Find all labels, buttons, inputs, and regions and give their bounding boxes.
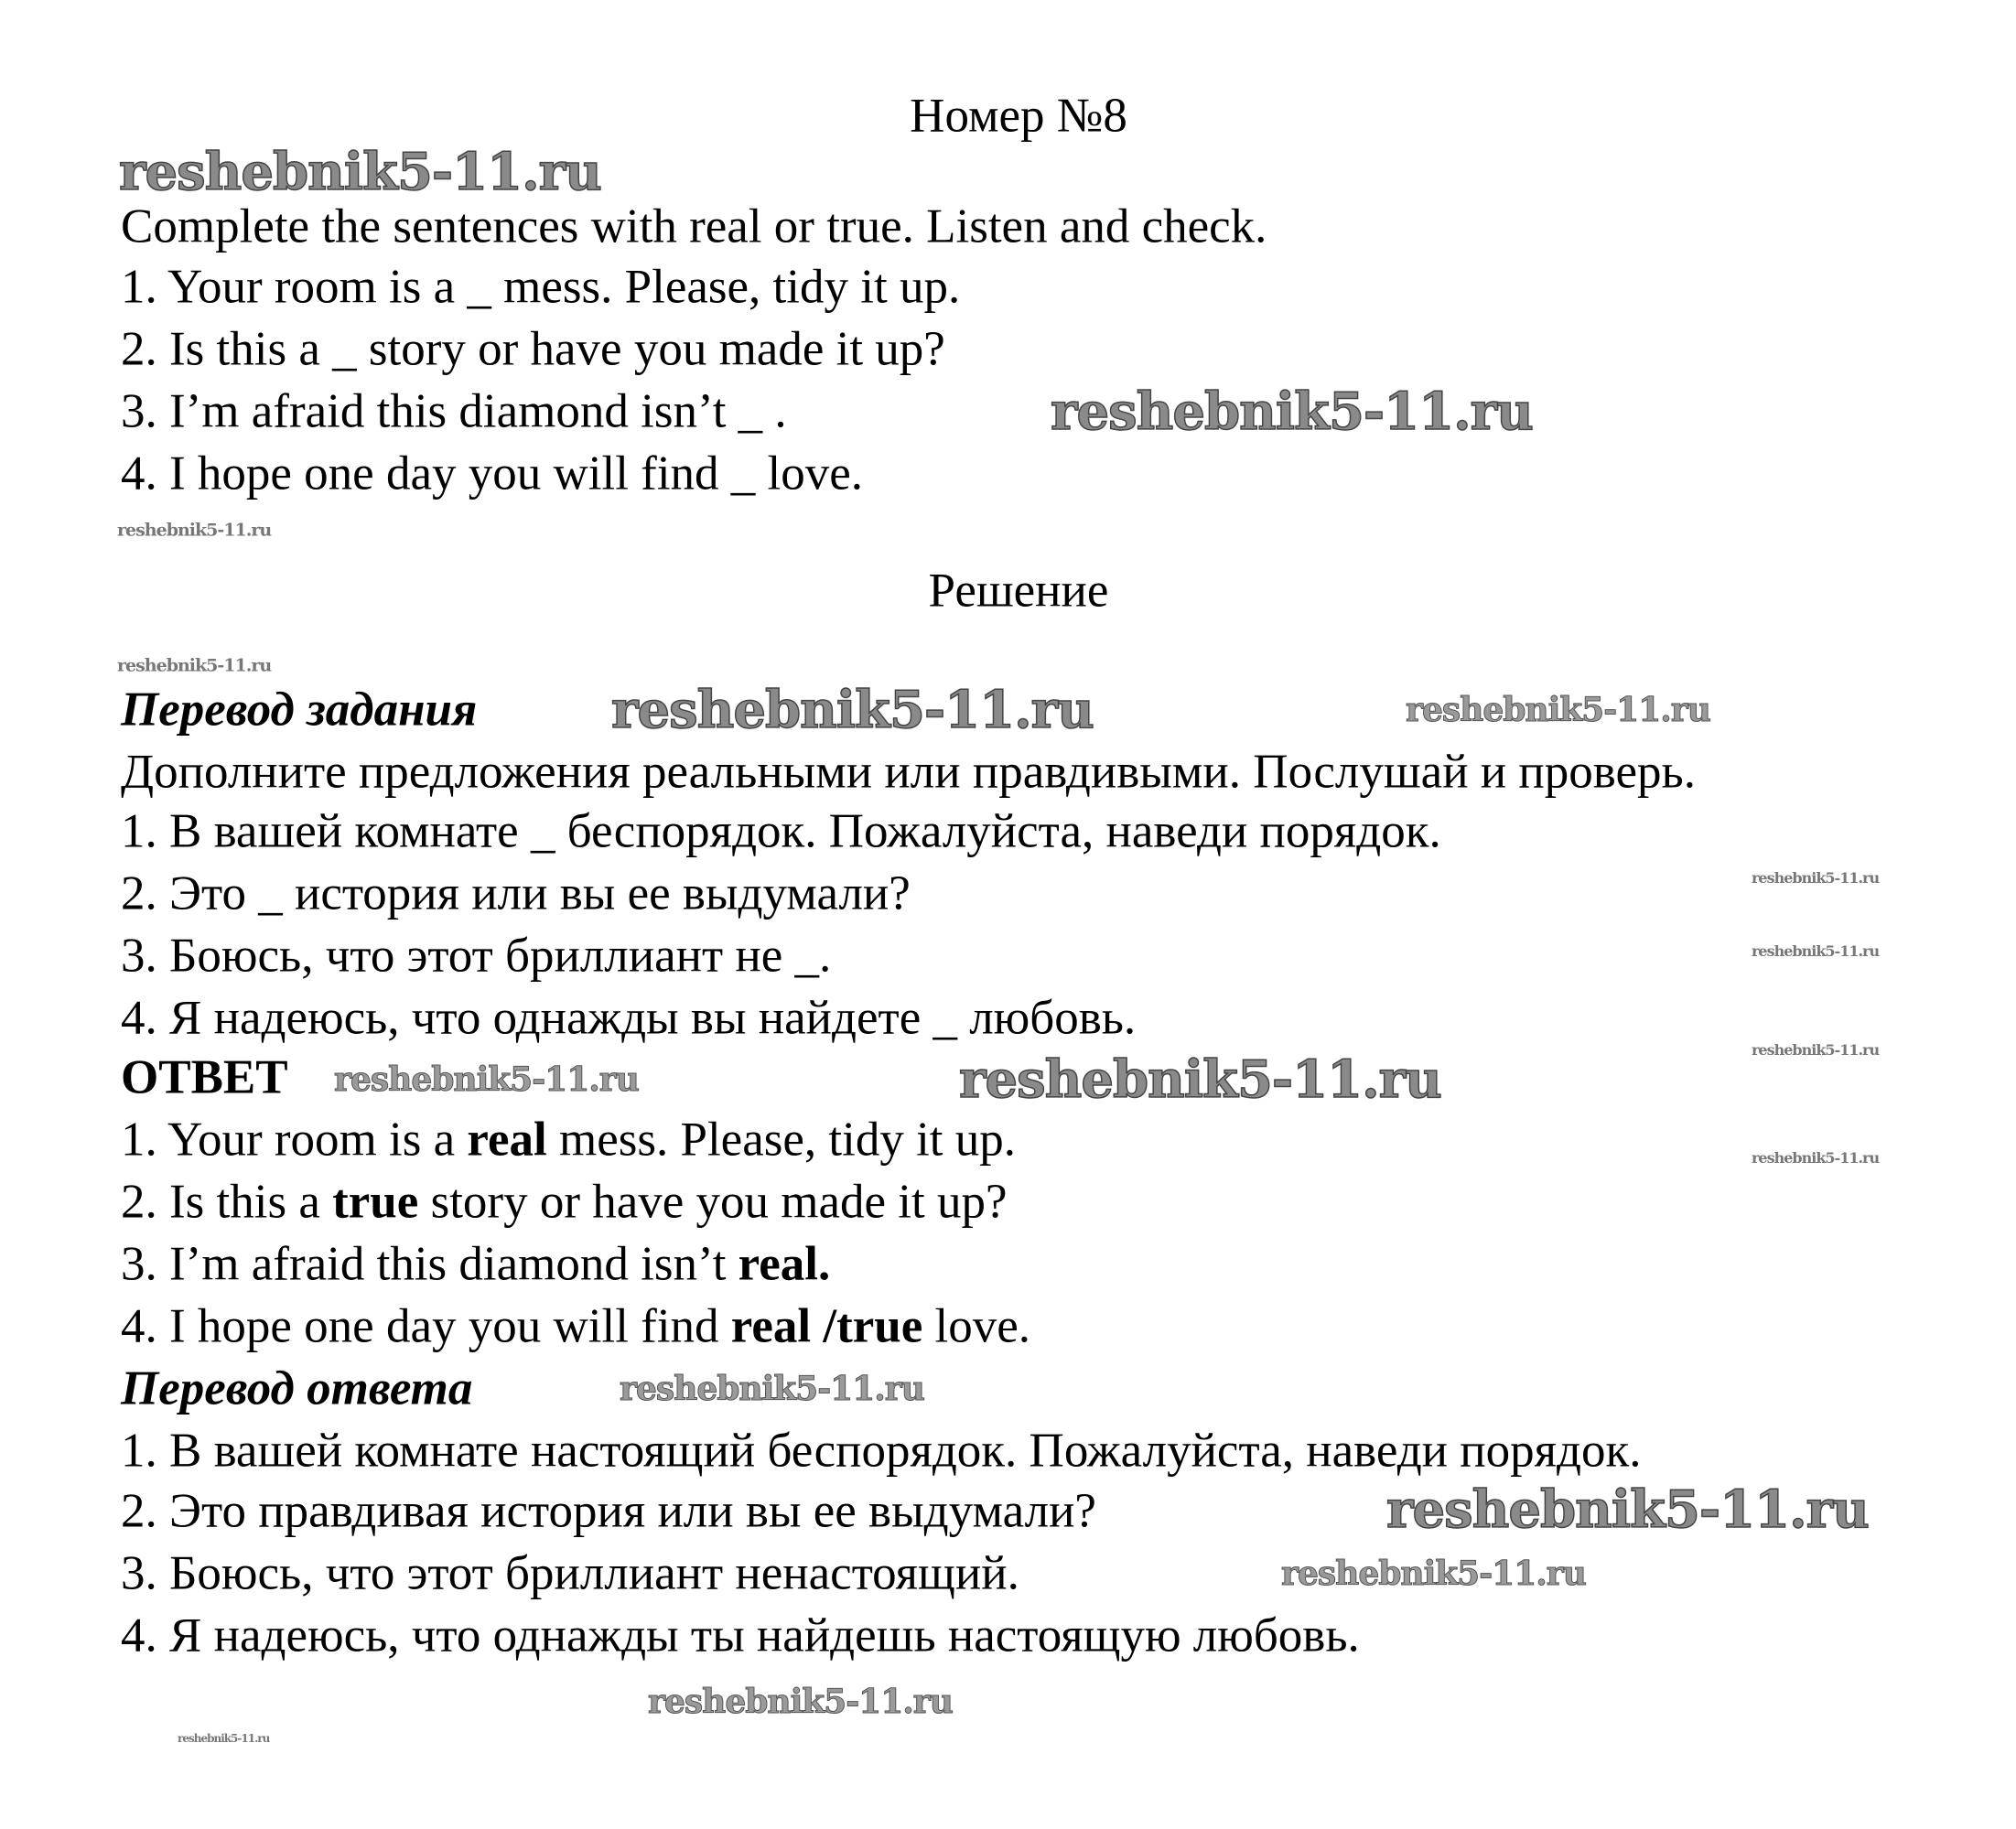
answer-translation-item: 2. Это правдивая история или вы ее выдумали?	[121, 1484, 1096, 1538]
page-title: Номер №8	[910, 89, 1127, 143]
task-translation-item: 1. В вашей комнате _ беспорядок. Пожалуйста, наведи порядок.	[121, 804, 1441, 858]
watermark: reshebnik5-11.ru	[620, 1370, 924, 1408]
watermark: reshebnik5-11.ru	[611, 680, 1094, 740]
task-translation-item: 4. Я надеюсь, что однажды вы найдете _ любовь.	[121, 991, 1137, 1045]
watermark: reshebnik5-11.ru	[1752, 942, 1880, 960]
answer-text: mess. Please, tidy it up.	[546, 1113, 1017, 1167]
watermark: reshebnik5-11.ru	[648, 1683, 953, 1721]
answer-item	[121, 1299, 1031, 1353]
watermark: reshebnik5-11.ru	[1386, 1479, 1869, 1540]
watermark: reshebnik5-11.ru	[1406, 691, 1710, 729]
watermark: reshebnik5-11.ru	[1051, 382, 1533, 442]
task-instruction: Complete the sentences with real or true. Listen and check.	[121, 199, 1267, 253]
watermark: reshebnik5-11.ru	[117, 520, 272, 541]
answer-heading: ОТВЕТ	[121, 1050, 288, 1104]
watermark: reshebnik5-11.ru	[959, 1049, 1441, 1110]
answer-text: 1. Your room is a	[121, 1113, 468, 1167]
answer-text: 3. I’m afraid this diamond isn’t	[121, 1237, 738, 1291]
answer-word: real.	[738, 1237, 831, 1291]
watermark: reshebnik5-11.ru	[1281, 1555, 1586, 1593]
answer-word: real	[467, 1113, 547, 1167]
answer-item	[121, 1237, 831, 1291]
answer-text: 2. Is this a	[121, 1175, 333, 1229]
watermark: reshebnik5-11.ru	[1752, 869, 1880, 887]
answer-translation-item: 3. Боюсь, что этот бриллиант ненастоящий.	[121, 1546, 1019, 1600]
answer-item	[121, 1175, 1008, 1229]
answer-word: true	[332, 1175, 419, 1229]
task-translation-item: 3. Боюсь, что этот бриллиант не _.	[121, 929, 832, 983]
answer-text: 4. I hope one day you will find	[121, 1299, 731, 1353]
task-item: 4. I hope one day you will find _ love.	[121, 446, 864, 500]
task-item: 2. Is this a _ story or have you made it up?	[121, 322, 945, 376]
task-translation-heading: Перевод задания	[121, 683, 478, 737]
watermark: reshebnik5-11.ru	[119, 142, 601, 202]
answer-text: story or have you made it up?	[418, 1175, 1008, 1229]
watermark: reshebnik5-11.ru	[178, 1732, 270, 1745]
answer-translation-heading: Перевод ответа	[121, 1361, 473, 1415]
answer-translation-item: 1. В вашей комнате настоящий беспорядок. Пожалуйста, наведи порядок.	[121, 1424, 1642, 1478]
watermark: reshebnik5-11.ru	[334, 1060, 639, 1099]
answer-text: love.	[922, 1299, 1031, 1353]
watermark: reshebnik5-11.ru	[1752, 1041, 1880, 1059]
task-item: 3. I’m afraid this diamond isn’t _ .	[121, 384, 787, 438]
watermark: reshebnik5-11.ru	[117, 655, 272, 676]
task-item: 1. Your room is a _ mess. Please, tidy it up.	[121, 260, 961, 314]
task-translation-item: 2. Это _ история или вы ее выдумали?	[121, 866, 911, 920]
answer-word: real /true	[730, 1299, 923, 1353]
solution-heading: Решение	[928, 564, 1109, 618]
watermark: reshebnik5-11.ru	[1752, 1149, 1880, 1167]
answer-item	[121, 1113, 1017, 1167]
task-translation-instruction: Дополните предложения реальными или правдивыми. Послушай и проверь.	[121, 745, 1696, 799]
answer-translation-item: 4. Я надеюсь, что однажды ты найдешь настоящую любовь.	[121, 1608, 1360, 1662]
